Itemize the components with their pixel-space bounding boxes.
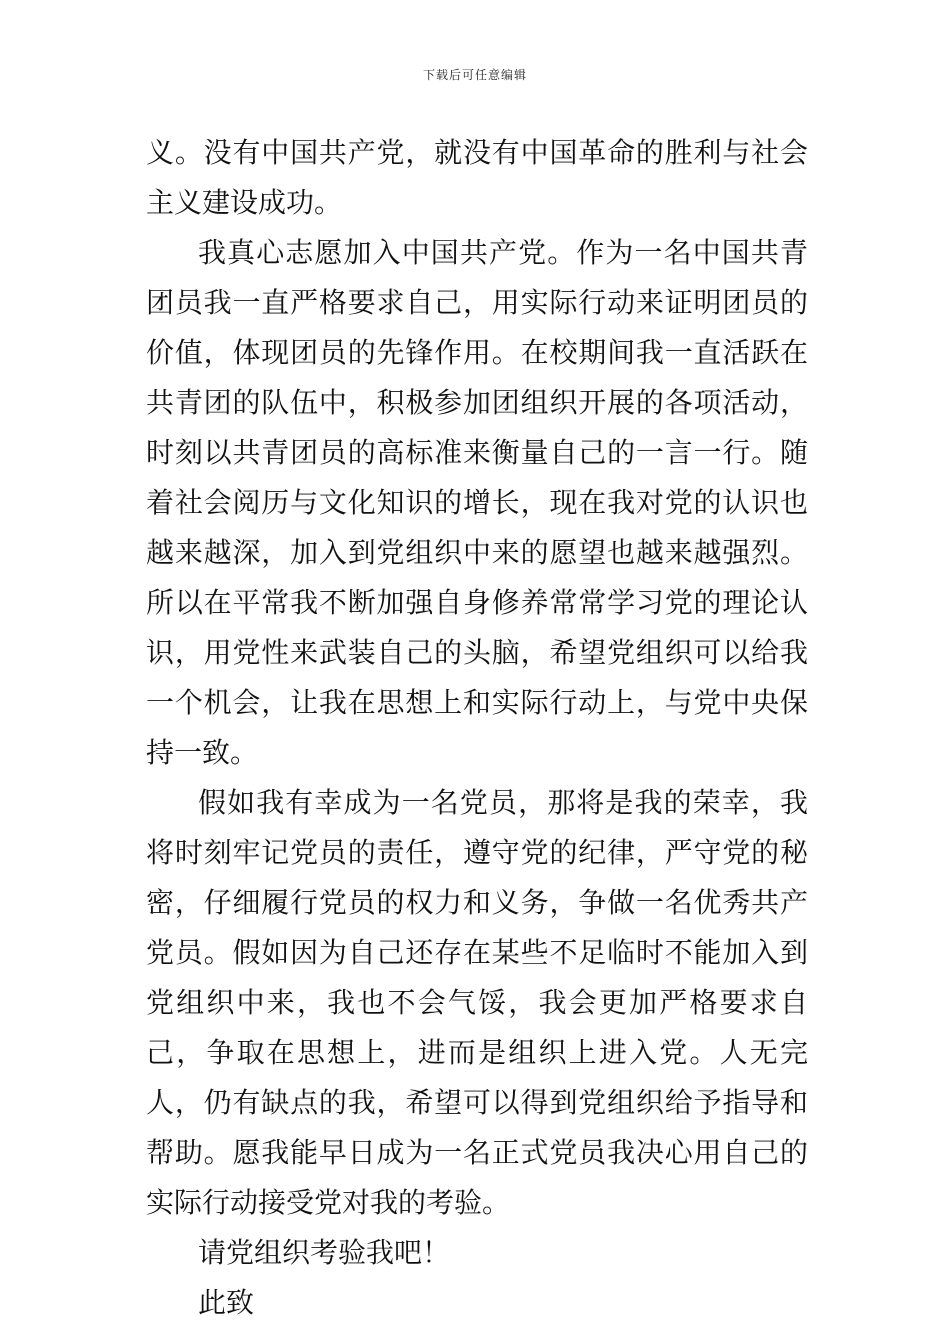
paragraph-salutation: 此致 [198, 1286, 255, 1319]
paragraph-commitment: 假如我有幸成为一名党员，那将是我的荣幸，我将时刻牢记党员的责任，遵守党的纪律，严守党的秘密，仔细履行党员的权力和义务，争做一名优秀共产党员。假如因为自己还存在某些不足临时不能加入到党组织中来，我也不会气馁，我会更加严格要求自己，争取在思想上，进而是组织上进入党。人无完人，仍有缺点的我，希望可以得到党组织给予指导和帮助。愿我能早日成为一名正式党员我决心用自己的实际行动接受党对我的考验。 [146, 786, 808, 1219]
page-header-note: 下载后可任意编辑 [422, 68, 527, 82]
paragraph-volunteer: 我真心志愿加入中国共产党。作为一名中国共青团员我一直严格要求自己，用实际行动来证明团员的价值，体现团员的先锋作用。在校期间我一直活跃在共青团的队伍中，积极参加团组织开展的各项活动，时刻以共青团员的高标准来衡量自己的一言一行。随着社会阅历与文化知识的增长，现在我对党的认识也越来越深，加入到党组织中来的愿望也越来越强烈。所以在平常我不断加强自身修养常常学习党的理论认识，用党性来武装自己的头脑，希望党组织可以给我一个机会，让我在思想上和实际行动上，与党中央保持一致。 [146, 236, 808, 769]
paragraph-continuation: 义。没有中国共产党，就没有中国革命的胜利与社会主义建设成功。 [146, 136, 808, 219]
paragraph-request: 请党组织考验我吧！ [198, 1236, 451, 1269]
document-body [146, 128, 808, 1328]
